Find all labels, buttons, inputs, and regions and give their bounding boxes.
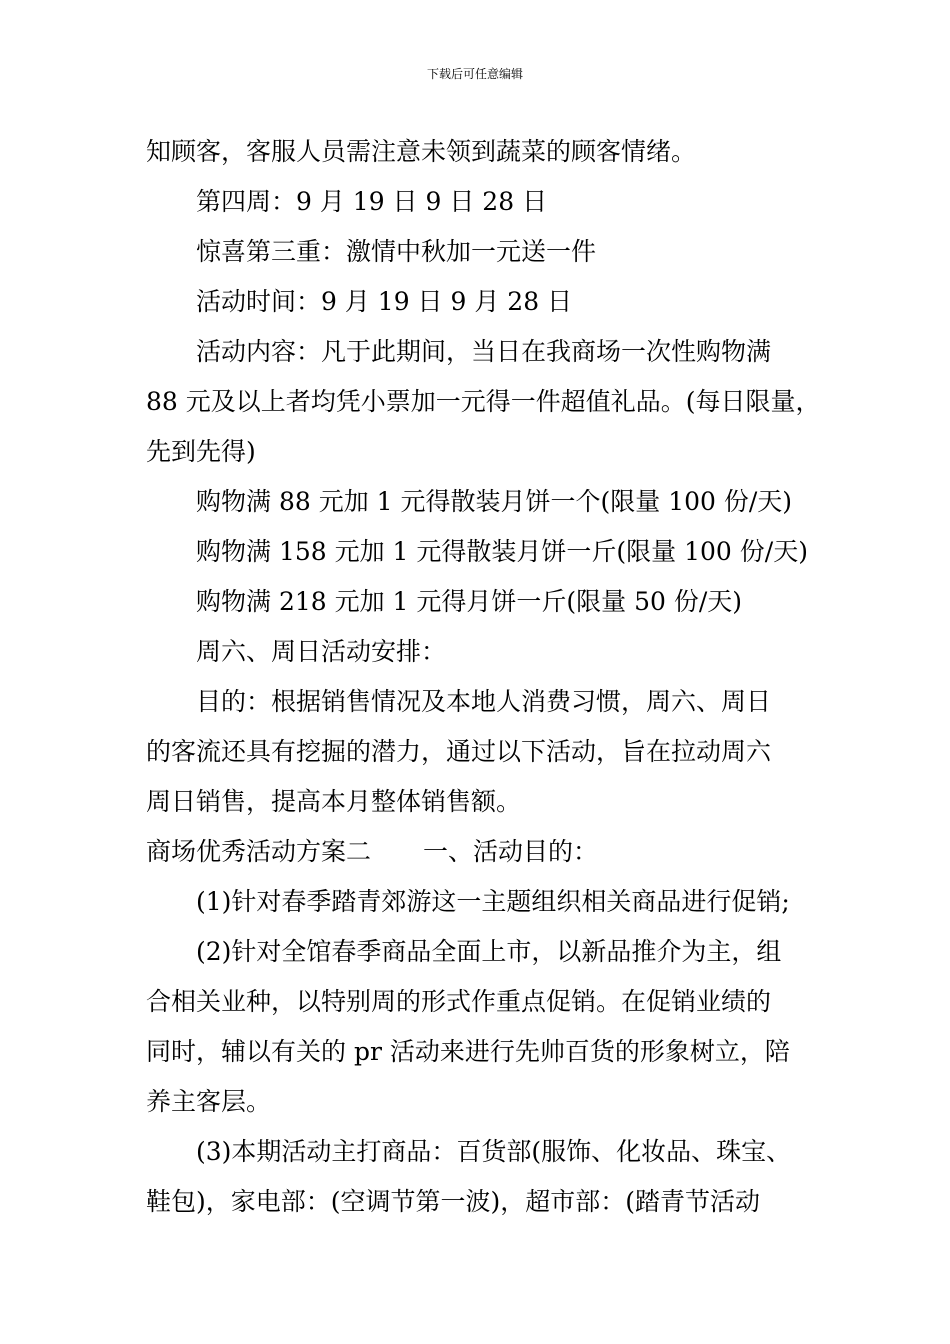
paragraph-line: 活动时间：9 月 19 日 9 月 28 日 xyxy=(196,287,573,316)
paragraph-line: 周六、周日活动安排： xyxy=(196,637,447,666)
paragraph-line: 购物满 158 元加 1 元得散装月饼一斤(限量 100 份/天) xyxy=(196,537,808,566)
section-title: 商场优秀活动方案二 xyxy=(146,837,372,866)
paragraph-line: (3)本期活动主打商品：百货部(服饰、化妆品、珠宝、 xyxy=(196,1137,792,1166)
document-body xyxy=(146,127,836,1227)
paragraph-line: 同时，辅以有关的 pr 活动来进行先帅百货的形象树立，陪 xyxy=(146,1037,790,1066)
paragraph-line: 目的：根据销售情况及本地人消费习惯，周六、周日 xyxy=(196,687,772,716)
section-subtitle: 一、活动目的： xyxy=(423,837,599,866)
paragraph-line: (2)针对全馆春季商品全面上市，以新品推介为主，组 xyxy=(196,937,782,966)
section-heading-line xyxy=(146,827,836,877)
paragraph-line: 养主客层。 xyxy=(146,1087,272,1116)
paragraph-line: 知顾客，客服人员需注意未领到蔬菜的顾客情绪。 xyxy=(146,137,697,166)
paragraph-line: 88 元及以上者均凭小票加一元得一件超值礼品。(每日限量， xyxy=(146,387,821,416)
paragraph-line: 的客流还具有挖掘的潜力，通过以下活动，旨在拉动周六 xyxy=(146,737,772,766)
paragraph-line: 惊喜第三重：激情中秋加一元送一件 xyxy=(196,237,597,266)
page-header: 下载后可任意编辑 xyxy=(426,67,523,81)
paragraph-line: (1)针对春季踏青郊游这一主题组织相关商品进行促销; xyxy=(196,887,790,916)
paragraph-line: 鞋包)，家电部：(空调节第一波)，超市部：(踏青节活动 xyxy=(146,1187,761,1216)
paragraph-line: 周日销售，提高本月整体销售额。 xyxy=(146,787,522,816)
paragraph-line: 购物满 218 元加 1 元得月饼一斤(限量 50 份/天) xyxy=(196,587,743,616)
paragraph-line: 第四周：9 月 19 日 9 日 28 日 xyxy=(196,187,548,216)
paragraph-line: 先到先得) xyxy=(146,437,256,466)
paragraph-line: 活动内容：凡于此期间，当日在我商场一次性购物满 xyxy=(196,337,772,366)
paragraph-line: 购物满 88 元加 1 元得散装月饼一个(限量 100 份/天) xyxy=(196,487,793,516)
paragraph-line: 合相关业种，以特别周的形式作重点促销。在促销业绩的 xyxy=(146,987,772,1016)
